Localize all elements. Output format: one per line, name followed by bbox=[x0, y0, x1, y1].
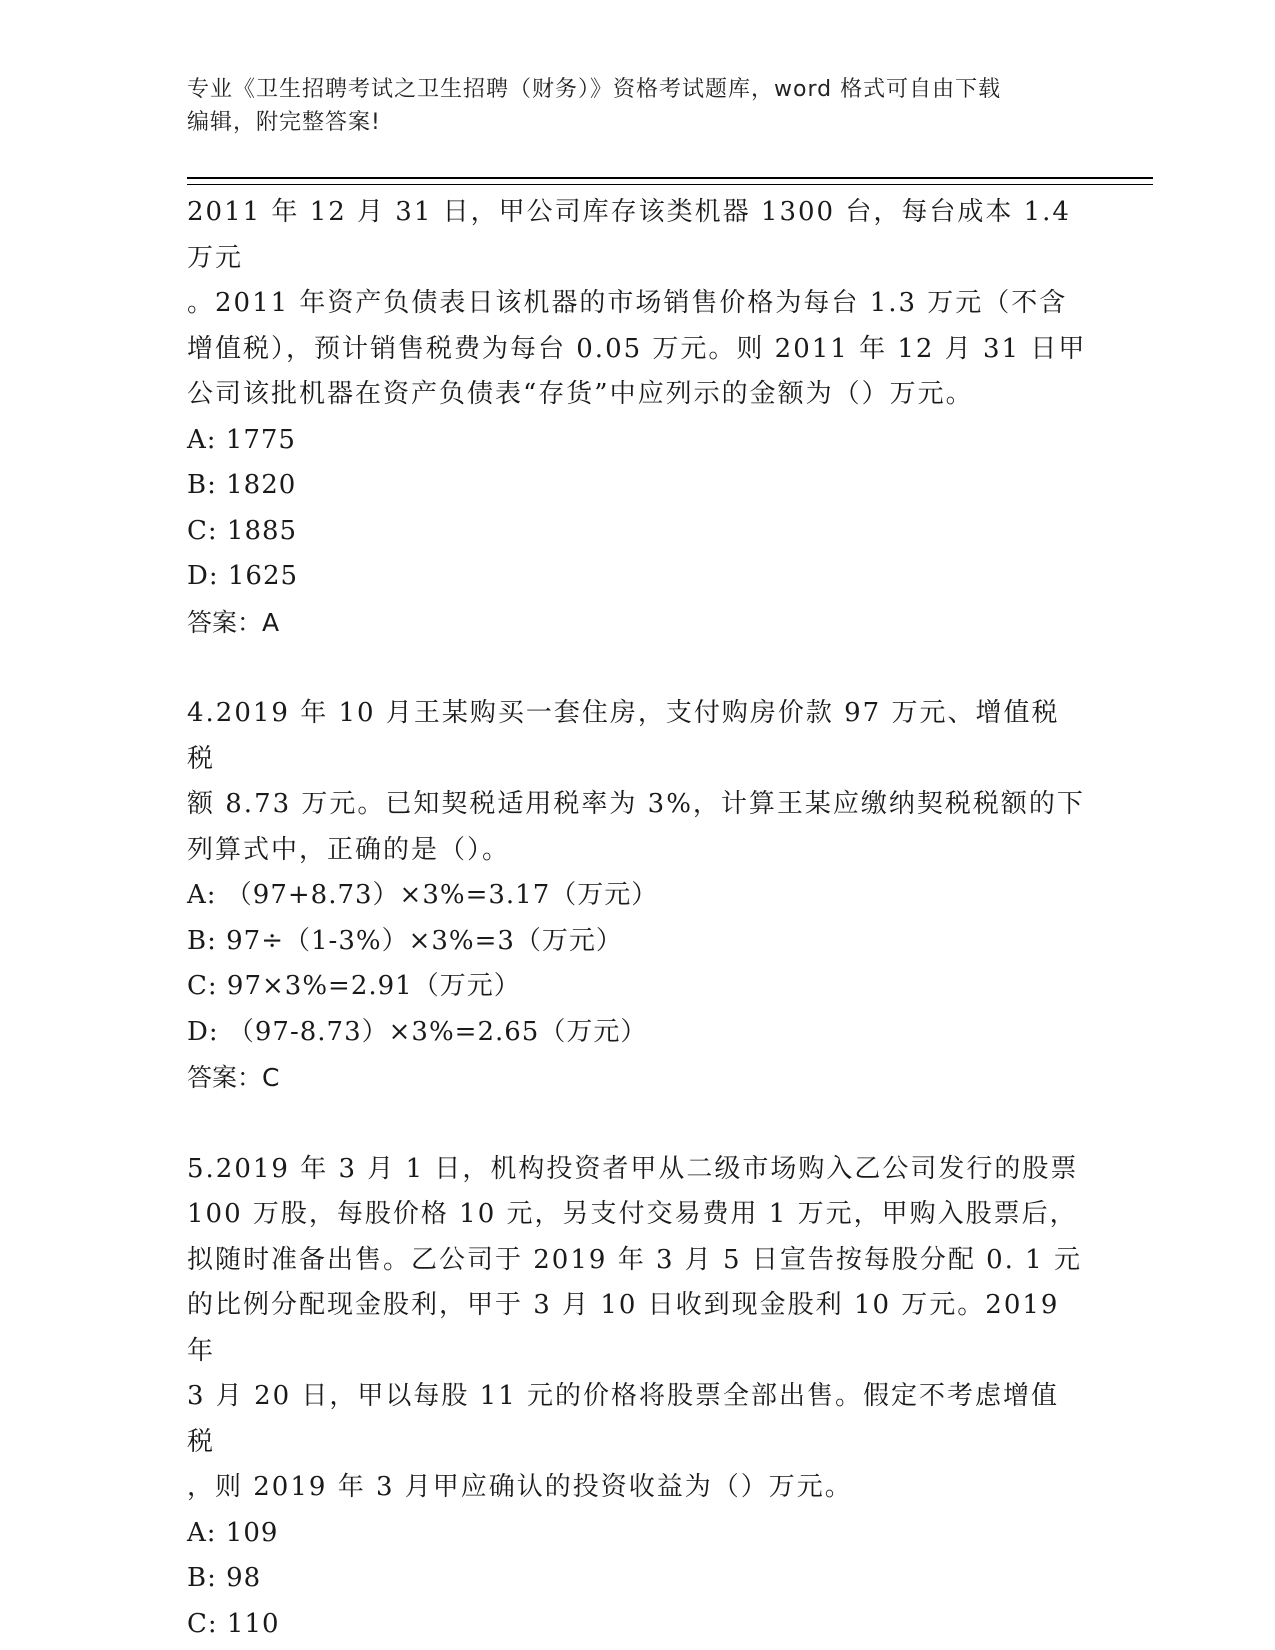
question-text-line: 公司该批机器在资产负债表“存货”中应列示的金额为（）万元。 bbox=[187, 379, 974, 409]
question-text-line: 2011 年 12 月 31 日，甲公司库存该类机器 1300 台，每台成本 1.4 万元 bbox=[187, 197, 1071, 273]
option-a: A: 109 bbox=[187, 1517, 279, 1548]
question-text-line: 额 8.73 万元。已知契税适用税率为 3%，计算王某应缴纳契税税额的下 bbox=[187, 789, 1085, 819]
header-line-1: 专业《卫生招聘考试之卫生招聘（财务）》资格考试题库，word 格式可自由下载 bbox=[187, 77, 1002, 102]
option-a: A: 1775 bbox=[187, 424, 296, 455]
option-c: C: 97×3%=2.91（万元） bbox=[187, 971, 521, 1001]
option-a: A: （97+8.73）×3%=3.17（万元） bbox=[187, 880, 659, 910]
question-text-line: ，则 2019 年 3 月甲应确认的投资收益为（）万元。 bbox=[187, 1472, 853, 1502]
option-d: D: 1625 bbox=[187, 561, 299, 591]
question-text-line: 列算式中，正确的是（）。 bbox=[187, 834, 511, 865]
question-list bbox=[187, 190, 1087, 1647]
question-text-line: 拟随时准备出售。乙公司于 2019 年 3 月 5 日宣告按每股分配 0. 1 元 bbox=[187, 1244, 1082, 1275]
spacer bbox=[187, 1101, 1087, 1147]
option-c: C: 110 bbox=[187, 1608, 280, 1639]
question-text-line: 的比例分配现金股利，甲于 3 月 10 日收到现金股利 10 万元。2019 年 bbox=[187, 1290, 1060, 1366]
option-d: D: （97-8.73）×3%=2.65（万元） bbox=[187, 1016, 648, 1047]
question-block bbox=[187, 190, 1087, 645]
question-text-line: 增值税），预计销售税费为每台 0.05 万元。则 2011 年 12 月 31 日甲 bbox=[187, 333, 1087, 364]
question-text-line: 100 万股，每股价格 10 元，另支付交易费用 1 万元，甲购入股票后， bbox=[187, 1199, 1078, 1229]
spacer bbox=[187, 645, 1087, 691]
answer-line: 答案：A bbox=[187, 607, 280, 637]
question-block bbox=[187, 1147, 1087, 1648]
question-text-line: 5.2019 年 3 月 1 日，机构投资者甲从二级市场购入乙公司发行的股票 bbox=[187, 1153, 1079, 1184]
question-text-line: 。2011 年资产负债表日该机器的市场销售价格为每台 1.3 万元（不含 bbox=[187, 288, 1068, 318]
question-text-line: 3 月 20 日，甲以每股 11 元的价格将股票全部出售。假定不考虑增值税 bbox=[187, 1381, 1060, 1457]
header-divider-thin bbox=[187, 184, 1153, 185]
option-b: B: 98 bbox=[187, 1563, 262, 1593]
option-b: B: 97÷（1-3%）×3%=3（万元） bbox=[187, 925, 623, 956]
document-header bbox=[187, 73, 1087, 139]
header-divider-thick bbox=[187, 177, 1153, 179]
question-text-line: 4.2019 年 10 月王某购买一套住房，支付购房价款 97 万元、增值税税 bbox=[187, 698, 1060, 774]
option-c: C: 1885 bbox=[187, 515, 298, 546]
answer-line: 答案：C bbox=[187, 1063, 280, 1092]
question-block bbox=[187, 691, 1087, 1101]
option-b: B: 1820 bbox=[187, 470, 297, 500]
header-line-2: 编辑，附完整答案! bbox=[187, 110, 381, 135]
